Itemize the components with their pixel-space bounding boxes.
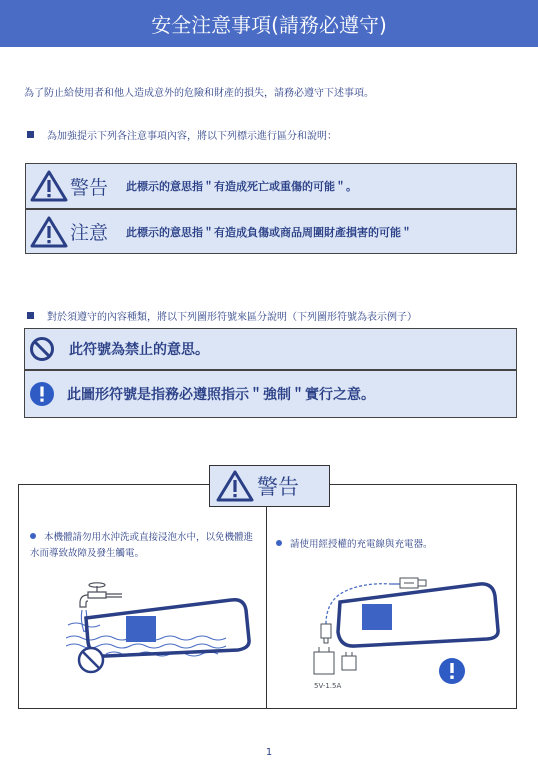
left-note [30,530,262,562]
caution-triangle-icon [30,215,68,249]
exclamation-icon [439,658,465,684]
section2-heading-text: 對於須遵守的內容種類，將以下列圖形符號來區分說明（下列圖形符號為表示例子） [47,312,417,323]
bullet-dot-icon [276,540,282,546]
water-prohibited-illustration [66,580,256,685]
right-note-text: 請使用經授權的充電線與充電器。 [290,539,433,550]
faucet-icon [80,583,122,607]
charger-icon [314,647,356,674]
caution-box [25,209,517,254]
warning-triangle-icon [215,469,255,503]
right-note [276,537,512,553]
bullet-square-icon [27,312,34,319]
section1-heading [27,127,337,142]
mandatory-text: 此圖形符號是指務必遵照指示＂強制＂實行之意。 [67,387,375,403]
intro-text: 為了防止給使用者和他人造成意外的危險和財產的損失，請務必遵守下述事項。 [24,88,374,99]
cable-plug-icon [321,624,331,643]
warning-keyword: 警告 [70,176,109,199]
page-number: 1 [265,747,273,758]
prohibited-icon [29,336,55,362]
usb-plug-icon [400,578,426,588]
mirror-device-icon [86,600,249,656]
prohibited-icon [79,648,103,672]
section1-heading-text: 為加強提示下列各注意事項內容，將以下列標示進行區分和說明： [47,131,337,142]
bullet-dot-icon [30,533,36,539]
exclamation-icon [29,381,55,407]
page-title: 安全注意事項(請務必遵守) [0,0,538,47]
mirror-device-icon [338,584,498,646]
prohibit-box [24,328,517,370]
bullet-square-icon [27,131,34,138]
prohibit-text: 此符號為禁止的意思。 [69,342,209,358]
mandatory-box [24,370,517,418]
caution-keyword: 注意 [70,222,109,244]
warning-triangle-icon [30,169,68,203]
warning-box [25,163,517,209]
warning-panel-title [209,465,330,507]
charger-label: 5V-1.5A [314,682,342,690]
warning-panel-title-text: 警告 [257,475,299,499]
section2-heading [27,308,417,323]
caution-description: 此標示的意思指＂有造成負傷或商品周圍財產損害的可能＂ [126,225,413,239]
charger-illustration [300,572,515,694]
warning-description: 此標示的意思指＂有造成死亡或重傷的可能＂。 [126,180,358,193]
left-note-text: 本機體請勿用水沖洗或直接浸泡水中，以免機體進水而導致故障及發生觸電。 [30,532,254,559]
